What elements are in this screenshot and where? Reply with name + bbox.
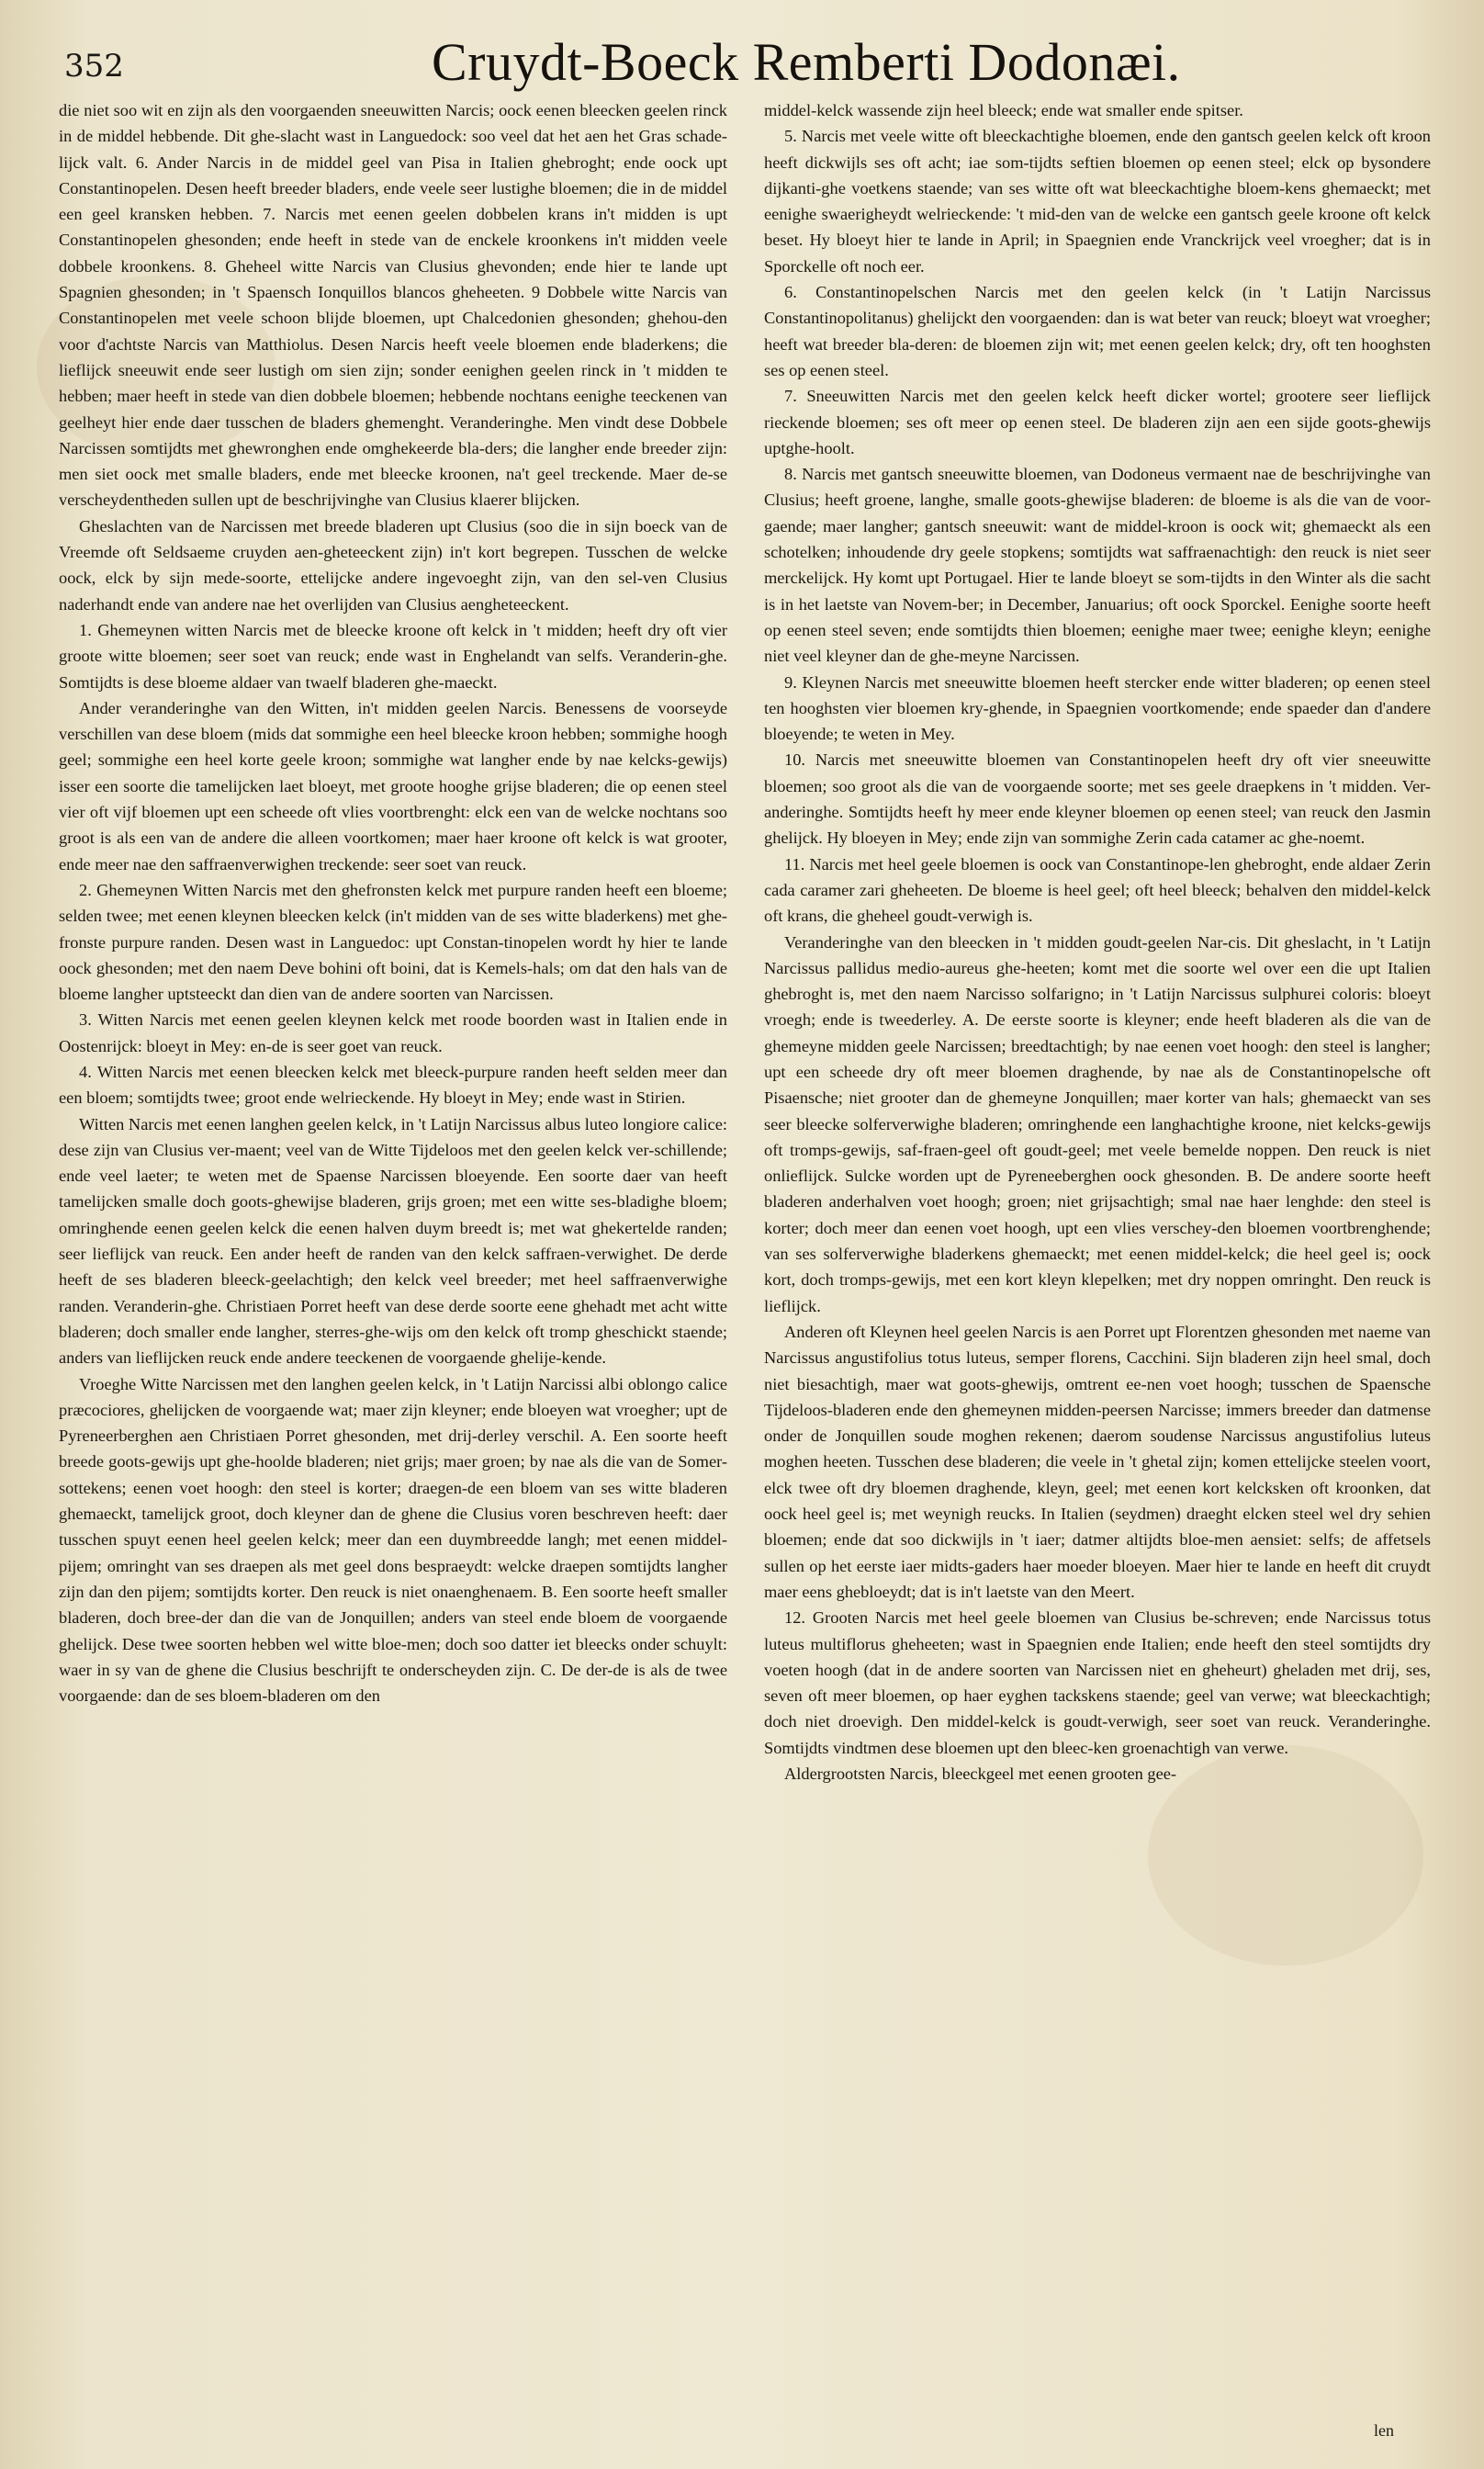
page-header	[64, 26, 1423, 90]
paragraph: Anderen oft Kleynen heel geelen Narcis is aen Porret upt Florentzen ghesonden met naeme van Narcissus angustifolius totus luteus, semper florens, Cacchini. Sijn bladeren zijn heel smal, doch niet biesachtigh, maer wat goots-ghewijs, omtrent ee-nen voet hoogh; tusschen de Spaensche Tijdeloos-bladeren ende den ghemeynen midden-peersen Narcisse; immers breeder dan datmense onder de Jonquillen soude moghen rekenen; daerom soudense Narcissus angustifolius luteus moghen heeten. Tusschen dese bladeren; die veele in 't ghetal zijn; komen ettelijcke steelen voort, elck twee oft dry bloemen draghende, kleyn, geel; met eenen kort kelcksken oft kroonken, dat oock heel geel is; met weynigh reucks. In Italien (seydmen) draeght elcken steel wel dry sehien bloemen; ende dat soo dickwijls in 't iaer; datmer altijdts bloe-men aensiet: selfs; de affetsels sullen op het eerste iaer midts-gaders haer moeder bloeyen. Maer hier te lande en heeft dit cruydt maer eens ghebloeydt; dat is in't laetste van den Meert.	[764, 1322, 1431, 1601]
paragraph: Gheslachten van de Narcissen met breede bladeren upt Clusius (soo die in sijn boeck van de Vreemde oft Seldsaeme cruyden aen-gheteeckent zijn) in't kort begrepen. Tusschen de welcke oock, elck by sijn mede-soorte, ettelijcke andere ingevoeght zijn, van den sel-ven Clusius naderhandt ende van andere nae het overlijden van Clusius aengheteeckent.	[59, 516, 727, 614]
paragraph: 12. Grooten Narcis met heel geele bloemen van Clusius be-schreven; ende Narcissus totus luteus multiflorus gheheeten; wast in Spaegnien ende Italien; ende heeft den steel somtijdts dry voeten hoogh (dat in de andere soorten van Narcissen niet en gheheurt) gheladen met drij, ses, seven oft meer bloemen, op haer eyghen tackskens staende; geel van verwe; wat bleeckachtigh; doch niet droevigh. Den middel-kelck is goudt-verwigh, seer soet van reuck. Veranderinghe. Somtijdts vindtmen dese bloemen upt den bleec-ken groenachtigh van verwe.	[764, 1608, 1431, 1757]
paragraph: 2. Ghemeynen Witten Narcis met den ghefronsten kelck met purpure randen heeft een bloeme; selden twee; met eenen kleynen bleecken kelck (in't midden van de ses witte bladerkens) met ghe-fronste purpure randen. Desen wast in Languedoc: upt Constan-tinopelen wordt hy hier te lande oock ghesonden; met den naem Deve bohini oft boini, dat is Kemels-hals; om dat den hals van de bloeme langher uptsteeckt dan dien van de andere soorten van Narcissen.	[59, 880, 727, 1004]
catchword: len	[1374, 2421, 1394, 2440]
paragraph: 8. Narcis met gantsch sneeuwitte bloemen, van Dodoneus vermaent nae de beschrijvinghe van Clusius; heeft groene, langhe, smalle goots-ghewijse bladeren: de bloeme is als die van de voor-gaende; maer langher; gantsch sneeuwit: want de middel-kroon is oock wit; ghemaeckt als een schotelken; inhoudende dry geele stopkens; somtijdts wat saffraenachtigh: den reuck is niet seer merckelijck. Hy komt upt Portugael. Hier te lande bloeyt se som-tijdts in den Winter als die sacht is in het laetste van Novem-ber; in December, Januarius; oft oock Sporckel. Eenighe soorte heeft op eenen steel seven; ende somtijdts thien bloemen; eenighe maer twee; eenighe kleyn; eenighe niet veel kleyner dan de ghe-meyne Narcissen.	[764, 465, 1431, 666]
paragraph: Ander veranderinghe van den Witten, in't midden geelen Narcis. Benessens de voorseyde verschillen van dese bloem (mids dat sommighe een heel bleecke kroon hebben; sommighe hoogh geel; sommighe een heel korte geele kroon; sommighe wat langher ende by nae kelcks-gewijs) isser een soorte die tamelijcken laet bloeyt, met groote hooghe grijse bladeren; die op eenen steel vier oft vijf bloemen upt een scheede oft vlies voortbrenght: elck een van de welcke nochtans soo groot is als een van de andere die alleen voortkomen; maer haer kroone oft kelck is wat grooter, ende meer nae den saffraenverwighen treckende: seer soet van reuck.	[59, 698, 727, 874]
page-number: 352	[64, 48, 124, 85]
left-column	[59, 97, 727, 2430]
paragraph: 7. Sneeuwitten Narcis met den geelen kelck heeft dicker wortel; grootere seer lieflijck rieckende bloemen; ses oft meer op eenen steel. De bladeren zijn aen een sijde goots-ghewijs uptghe-hoolt.	[764, 387, 1431, 457]
paragraph: 3. Witten Narcis met eenen geelen kleynen kelck met roode boorden wast in Italien ende in Oostenrijck: bloeyt in Mey: en-de is seer goet van reuck.	[59, 1010, 727, 1055]
paragraph: 1. Ghemeynen witten Narcis met de bleecke kroone oft kelck in 't midden; heeft dry oft vier groote witte bloemen; seer soet van reuck; ende wast in Enghelandt van selfs. Veranderin-ghe. Somtijdts is dese bloeme aldaer van twaelf bladeren ghe-maeckt.	[59, 620, 727, 692]
paragraph: 4. Witten Narcis met eenen bleecken kelck met bleeck-purpure randen heeft selden meer dan een bloem; somtijdts twee; groot ende welrieckende. Hy bloeyt in Mey; ende wast in Stirien.	[59, 1062, 727, 1108]
paragraph: die niet soo wit en zijn als den voorgaenden sneeuwitten Narcis; oock eenen bleecken geelen rinck in de middel hebbende. Dit ghe-slacht wast in Languedock: soo veel dat het aen het Gras schade-lijck valt. 6. Ander Narcis in de middel geel van Pisa in Italien ghebroght; ende oock upt Constantinopelen. Desen heeft breeder bladers, ende veele seer lustighe bloemen; die in de middel een geel kransken hebben. 7. Narcis met eenen geelen dobbelen krans in't midden is upt Constantinopelen ghesonden; ende heeft in stede van de enckele kroonkens in't midden veele dobbele kroonkens. 8. Gheheel witte Narcis van Clusius ghevonden; ende hier te lande upt Spagnien ghesonden; in 't Spaensch Ionquillos blancos gheheeten. 9 Dobbele witte Narcis van Constantinopelen met veele schoon blijde bloemen, upt Chalcedonien ghesonden; ghehou-den voor d'achtste Narcis van Matthiolus. Desen Narcis heeft veele bloemen ende bladerkens; die lieflijck sneeuwit ende seer lustigh om sien zijn; sonder eenighen geelen rinck in 't midden te hebben; maer heeft in stede van dien dobbele bloemen; hebbende nochtans eenighe teeckenen van geelheyt hier ende daer tusschen de bladers ghemenght. Veranderinghe. Men vindt dese Dobbele Narcissen somtijdts met ghewronghen ende omghekeerde bla-ders; die langher ende breeder zijn: men siet oock met smalle bladers, ende met bleecke kroonen, na't geel treckende. Maer de-se verscheydentheden sullen upt de beschrijvinghe van Clusius klaerer blijcken.	[59, 101, 727, 510]
paragraph: Witten Narcis met eenen langhen geelen kelck, in 't Latijn Narcissus albus luteo longiore calice: dese zijn van Clusius ver-maent; veel van de Witte Tijdeloos met den geelen kelck ver-schillende; ende veel laeter; te weten met de Spaense Narcissen bloeyende. Een soorte daer van heeft tamelijcken smalle doch goots-ghewijse bladeren, grijs groen; met een witte ses-bladighe bloem; omringhende eenen geelen kelck die eenen halven duym breedt is; met wat ghekertelde randen; seer lieflijck van reuck. Een ander heeft de randen van den kelck saffraen-verwighet. De derde heeft de ses bladeren bleeck-geelachtigh; den kelck veel breeder; met heel saffraenverwighe randen. Veranderin-ghe. Christiaen Porret heeft van dese derde soorte eene ghehadt met acht witte bladeren; doch smaller ende langher, sterres-ghe-wijs om den kelck oft tromp gheschickt staende; anders van lieflijcken reuck ende andere teeckenen de voorgaende ghelije-kende.	[59, 1114, 727, 1368]
paragraph: 6. Constantinopelschen Narcis met den geelen kelck (in 't Latijn Narcissus Constantinopolitanus) ghelijckt den voorgaenden: dan is wat beter van reuck; bloeyt wat vroegher; heeft wat breeder bla-deren: de bloemen zijn wit; met eenen geelen kelck; dry, oft ten hooghsten ses op eenen steel.	[764, 283, 1431, 379]
paragraph: Aldergrootsten Narcis, bleeckgeel met eenen grooten gee-	[784, 1764, 1177, 1783]
paragraph: 5. Narcis met veele witte oft bleeckachtighe bloemen, ende den gantsch geelen kelck oft kroon heeft dickwijls ses oft acht; iae som-tijdts seftien bloemen op eenen steel; elck op bysondere dijkanti-ghe voetkens staende; van ses witte oft wat bleeckachtighe bloem-kens ghemaeckt; met eenighe swaerigheydt welrieckende: 't mid-den van de welcke een gantsch geele kroone oft kelck beset. Hy bloeyt hier te lande in April; in Spaegnien ende Vranckrijck veel vroegher; dat is in Sporckelle oft noch eer.	[764, 127, 1431, 276]
running-title: Cruydt-Boeck Remberti Dodonæi.	[432, 32, 1181, 92]
paragraph: Veranderinghe van den bleecken in 't midden goudt-geelen Nar-cis. Dit gheslacht, in 't Latijn Narcissus pallidus medio-aureus ghe-heeten; komt met die soorte wel over een die upt Italien ghebroght is, met den naem Narcisso solfarigno; in 't Latijn Narcissus sulphurei coloris: bloeyt vroegh; ende is tweederley. A. De eerste soorte is kleyner; ende heeft bladeren als die van de ghemeyne midden geele Narcissen; breedtachtigh; by nae eenen voet hoogh: den steel is langher; upt een scheede dry oft meer bloemen draghende, by nae als de Constantinopelsche oft Pisaensche; niet grooter dan de ghemeyne Jonquillen; maer korter van hals; ghemaeckt van ses seer bleecke solferverwighe bladeren; omringhende een langhachtighe kroone, niet kelcks-gewijs oft tromps-gewijs, saf-fraen-geel oft goudt-geel; met veele bemelde noppen. Den reuck is niet onlieflijck. Sulcke worden upt de Pyreneeberghen oock ghesonden. B. De andere soorte heeft bladeren anderhalven voet hoogh; groen; niet grijsachtigh; smal nae haer lenghde: den steel is korter; doch meer dan eenen voet hoogh, upt een vlies verschey-den bloemen voortbrenghende; van ses solferverwighe bladerkens ghemaeckt; met eenen middel-kelck; die heel geel is; oock kort, doch tromps-gewijs, met een kort kleyn klepelken; met dry noppen omringht. Den reuck is lieflijck.	[764, 932, 1431, 1315]
paragraph: 11. Narcis met heel geele bloemen is oock van Constantinope-len ghebroght, ende aldaer Zerin cada caramer zari gheheeten. De bloeme is heel geel; oft heel bleeck; behalven den middel-kelck oft krans, die gheheel goudt-verwigh is.	[764, 854, 1431, 926]
right-column	[764, 97, 1431, 2430]
paragraph: Vroeghe Witte Narcissen met den langhen geelen kelck, in 't Latijn Narcissi albi oblongo calice præcociores, ghelijcken de voorgaende wat; maer zijn kleyner; ende bloeyen wat vroegher; upt de Pyreneerberghen aen Christiaen Porret ghesonden, met drij-derley verschil. A. Een soorte heeft breede goots-gewijs upt ghe-hoolde bladeren; niet grijs; maer groen; by nae als die van de Somer-sottekens; eenen voet hoogh: den steel is korter; draegen-de een bloem van ses witte bladeren ghemaeckt, tamelijck groot, doch kleyner dan de ghene die Clusius voren beschreven heeft: daer tusschen spuyt eenen heel geelen kelck; meer dan een duymbreedde langh; met eenen middel-pijem; omringht van ses draepen als met geel dons bespraeydt: welcke draepen somtijdts langher zijn dan den pijem; somtijdts korter. Den reuck is niet onaenghenaem. B. Een soorte heeft smaller bladeren, doch bree-der dan die van de Jonquillen; anders van steel ende bloem de voorgaende ghelijck. Dese twee soorten hebben wel witte bloe-men; doch soo datter iet bleecks onder schuylt: waer in sy van de ghene die Clusius beschrijft te onderscheyden zijn. C. De der-de is als de twee voorgaende: dan de ses bloem-bladeren om den	[59, 1374, 727, 1706]
paragraph: middel-kelck wassende zijn heel bleeck; ende wat smaller ende spitser.	[764, 101, 1243, 119]
paragraph: 10. Narcis met sneeuwitte bloemen van Constantinopelen heeft dry oft vier sneeuwitte bloemen; soo groot als die van de voorgaende soorte; met ses geele draepkens in 't midden. Ver-anderinghe. Somtijdts heeft hy meer ende kleyner bloemen op eenen steel; van reuck den Jasmin ghelijck. Hy bloeyen in Mey; ende zijn van sommighe Zerin cada catamer ac ghe-noemt.	[764, 750, 1431, 848]
paragraph: 9. Kleynen Narcis met sneeuwitte bloemen heeft stercker ende witter bladeren; op eenen steel ten hooghsten vier bloemen kry-ghende, in Spaegnien voortkomende; ende spaeder dan d'andere bloeyende; te weten in Mey.	[764, 672, 1431, 744]
